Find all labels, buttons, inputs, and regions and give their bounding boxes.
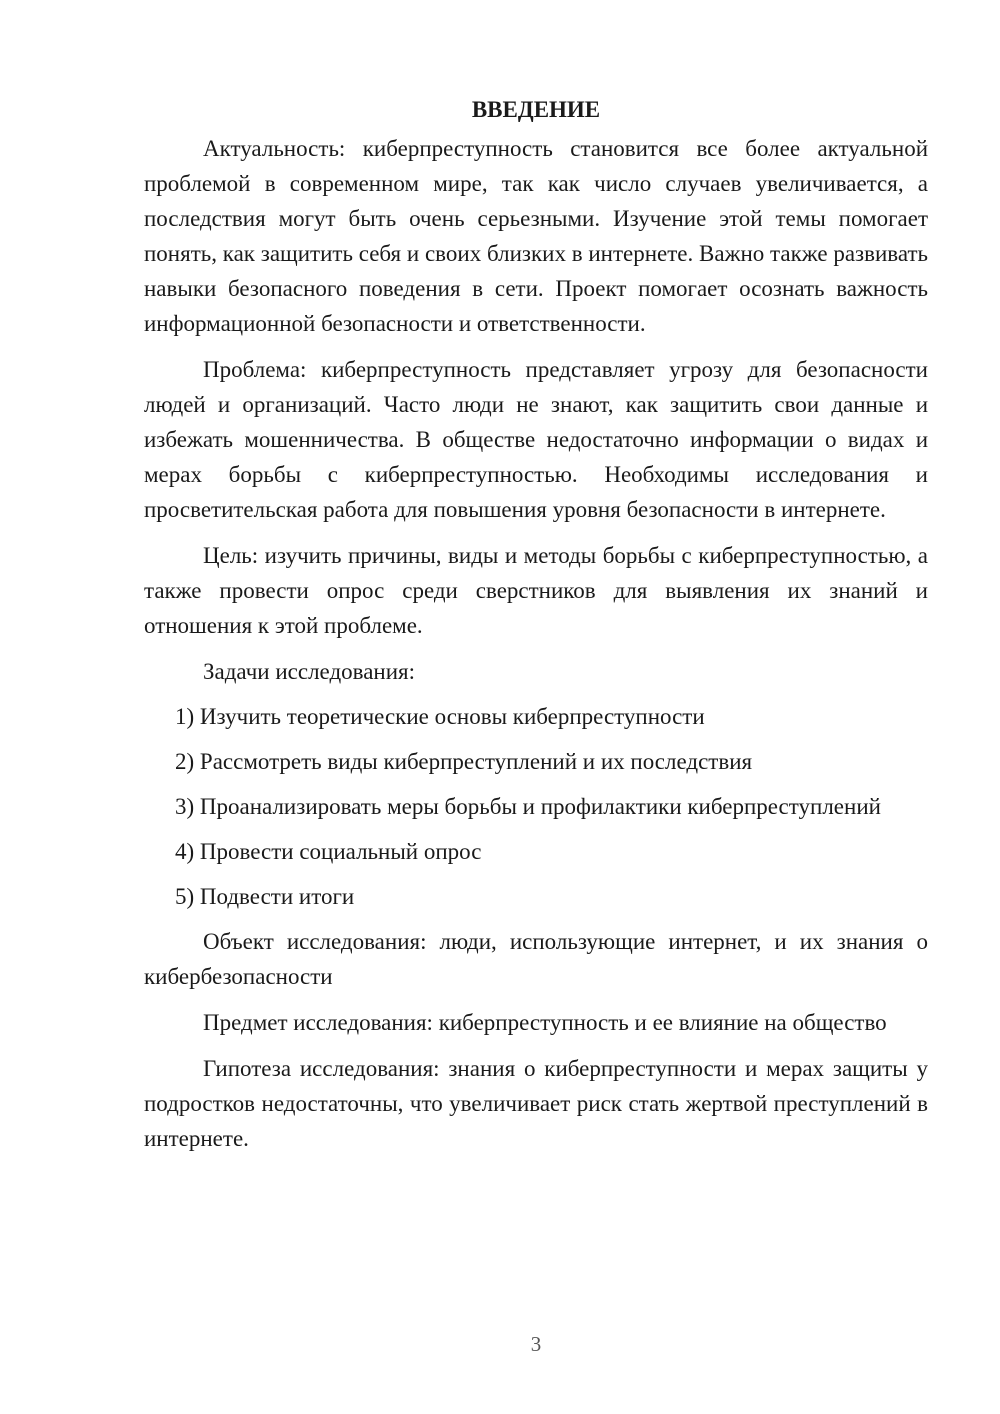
problem-paragraph: Проблема: киберпреступность представляет угрозу для безопасности людей и организаций. Часто люди не знают, как защитить свои данные и избежать мошенничества. В обществе недостаточно информации о видах и мерах борьбы с киберпреступностью. Необходимы исследования и просветительская работа для повышения уровня безопасности в интернете. — [144, 357, 928, 522]
task-item-4: 4) Провести социальный опрос — [175, 839, 482, 864]
page-number: 3 — [530, 1332, 542, 1356]
task-item-2: 2) Рассмотреть виды киберпреступлений и их последствия — [175, 749, 753, 774]
task-item-5: 5) Подвести итоги — [175, 884, 355, 909]
hypothesis-paragraph: Гипотеза исследования: знания о киберпреступности и мерах защиты у подростков недостаточны, что увеличивает риск стать жертвой преступлений в интернете. — [144, 1056, 928, 1151]
task-item-3: 3) Проанализировать меры борьбы и профилактики киберпреступлений — [175, 794, 881, 819]
page-title: ВВЕДЕНИЕ — [471, 97, 601, 122]
goal-paragraph: Цель: изучить причины, виды и методы борьбы с киберпреступностью, а также провести опрос среди сверстников для выявления их знаний и отношения к этой проблеме. — [144, 543, 928, 638]
relevance-paragraph: Актуальность: киберпреступность становится все более актуальной проблемой в современном мире, так как число случаев увеличивается, а последствия могут быть очень серьезными. Изучение этой темы помогает понять, как защитить себя и своих близких в интернете. Важно также развивать навыки безопасного поведения в сети. Проект помогает осознать важность информационной безопасности и ответственности. — [144, 136, 928, 336]
research-subject-paragraph: Предмет исследования: киберпреступность и ее влияние на общество — [203, 1010, 887, 1035]
document-page — [144, 92, 928, 1167]
research-object-paragraph: Объект исследования: люди, использующие интернет, и их знания о кибербезопасности — [144, 929, 928, 989]
task-item-1: 1) Изучить теоретические основы киберпреступности — [175, 704, 705, 729]
tasks-heading: Задачи исследования: — [203, 659, 416, 684]
